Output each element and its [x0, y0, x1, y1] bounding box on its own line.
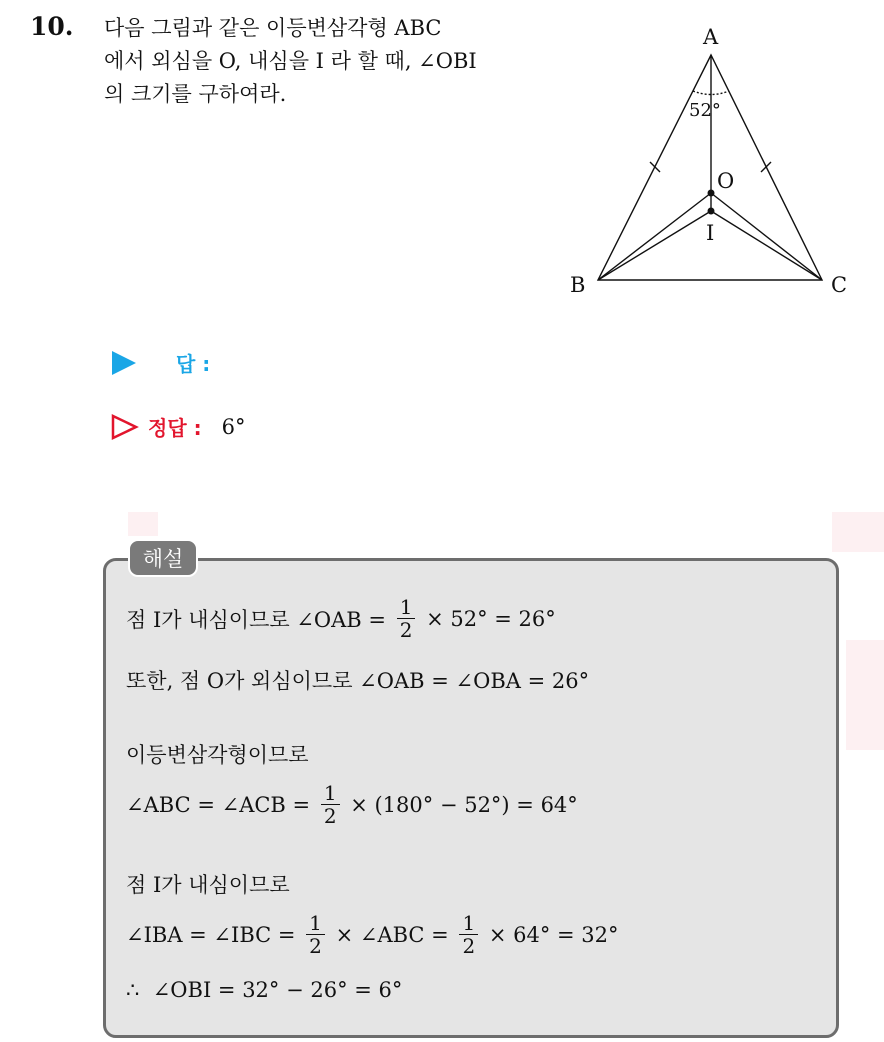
angle-label: 52° — [689, 100, 721, 121]
fraction: $\frac{1}{2}$ — [459, 912, 478, 957]
correct-answer-row — [110, 412, 245, 441]
background-artifact — [846, 640, 884, 750]
solution-line-6: ∠IBA = ∠IBC = $\frac{1}{2}$ × ∠ABC = $\frac{1}{2}$ × 64° = 32° — [126, 911, 619, 958]
solution-line-4: ∠ABC = ∠ACB = $\frac{1}{2}$ × (180° − 52°) = 64° — [126, 781, 578, 828]
solution-line-2: 또한, 점 O가 외심이므로 ∠OAB = ∠OBA = 26° — [126, 669, 590, 693]
segment-co — [711, 193, 822, 280]
tick-mark-ac — [761, 162, 771, 172]
fraction: $\frac{1}{2}$ — [321, 782, 340, 827]
background-artifact — [832, 512, 884, 552]
circumcenter-point — [708, 190, 715, 197]
solution-line-1: 점 I가 내심이므로 ∠OAB = $\frac{1}{2}$ × 52° = 26° — [126, 595, 556, 642]
triangle-figure — [565, 20, 865, 310]
play-arrow-icon — [110, 349, 138, 377]
solution-line-5: 점 I가 내심이므로 — [126, 873, 290, 897]
question-line: 다음 그림과 같은 이등변삼각형 ABC — [104, 16, 442, 40]
play-outline-icon — [110, 413, 140, 441]
label-i: I — [706, 221, 715, 245]
fraction: $\frac{1}{2}$ — [397, 596, 416, 641]
answer-row — [110, 348, 210, 377]
incenter-point — [708, 208, 715, 215]
correct-answer-value: 6° — [221, 414, 246, 439]
label-c: C — [831, 273, 848, 297]
segment-bo — [598, 193, 711, 280]
background-artifact — [128, 512, 158, 536]
answer-label: 답 : — [176, 352, 211, 376]
question-number: 10. — [30, 12, 74, 41]
triangle-abc — [598, 55, 822, 280]
label-o: O — [717, 169, 735, 193]
solution-line-3: 이등변삼각형이므로 — [126, 743, 309, 767]
solution-line-7: ∴ ∠OBI = 32° − 26° = 6° — [126, 978, 403, 1002]
label-a: A — [703, 25, 719, 49]
label-b: B — [570, 273, 586, 297]
solution-tab: 해설 — [128, 539, 198, 577]
question-line: 에서 외심을 O, 내심을 I 라 할 때, ∠OBI — [104, 49, 477, 73]
fraction: $\frac{1}{2}$ — [306, 912, 325, 957]
question-text — [104, 12, 544, 111]
tick-mark-ab — [650, 162, 660, 172]
question-line: 의 크기를 구하여라. — [104, 82, 287, 106]
correct-answer-label: 정답 : — [148, 416, 202, 440]
